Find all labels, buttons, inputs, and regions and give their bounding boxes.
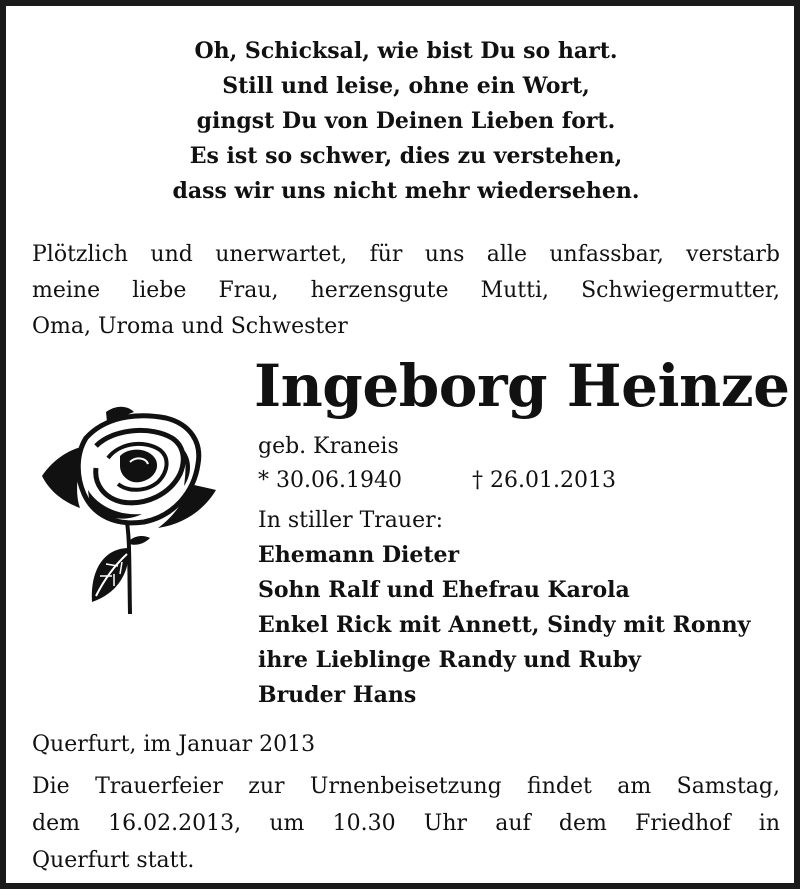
mourner-entry: Enkel Rick mit Annett, Sindy mit Ronny	[258, 612, 751, 638]
funeral-line: Die Trauerfeier zur Urnenbeisetzung findet am Samstag,	[32, 774, 780, 799]
funeral-line: dem 16.02.2013, um 10.30 Uhr auf dem Friedhof in	[32, 811, 780, 836]
mourner-entry: Bruder Hans	[258, 682, 417, 708]
poem	[46, 34, 766, 209]
place-date: Querfurt, im Januar 2013	[32, 732, 316, 757]
poem-line: Oh, Schicksal, wie bist Du so hart.	[194, 38, 618, 64]
deceased-details	[258, 430, 750, 713]
poem-line: gingst Du von Deinen Lieben fort.	[196, 108, 616, 134]
mourner-entry: Ehemann Dieter	[258, 542, 460, 568]
funeral-line: Querfurt statt.	[32, 848, 195, 873]
funeral-info	[32, 768, 780, 879]
deceased-name: Ingeborg Heinze	[254, 352, 790, 420]
mourner-entry: ihre Lieblinge Randy und Ruby	[258, 647, 641, 673]
rose-icon	[34, 398, 219, 616]
intro-line: meine liebe Frau, herzensgute Mutti, Schwiegermutter,	[32, 278, 780, 303]
poem-line: Es ist so schwer, dies zu verstehen,	[189, 143, 623, 169]
mourners-list	[258, 538, 750, 713]
mourner-entry: Sohn Ralf und Ehefrau Karola	[258, 577, 630, 603]
intro-line: Plötzlich und unerwartet, für uns alle unfassbar, verstarb	[32, 242, 780, 267]
maiden-name: geb. Kraneis	[258, 434, 399, 459]
birth-date: * 30.06.1940	[258, 468, 402, 493]
life-dates	[258, 464, 750, 498]
poem-line: Still und leise, ohne ein Wort,	[222, 73, 590, 99]
intro-text	[32, 237, 780, 345]
mourning-label: In stiller Trauer:	[258, 508, 444, 533]
death-date: † 26.01.2013	[472, 468, 616, 493]
poem-line: dass wir uns nicht mehr wiedersehen.	[172, 178, 640, 204]
intro-line: Oma, Uroma und Schwester	[32, 314, 348, 339]
